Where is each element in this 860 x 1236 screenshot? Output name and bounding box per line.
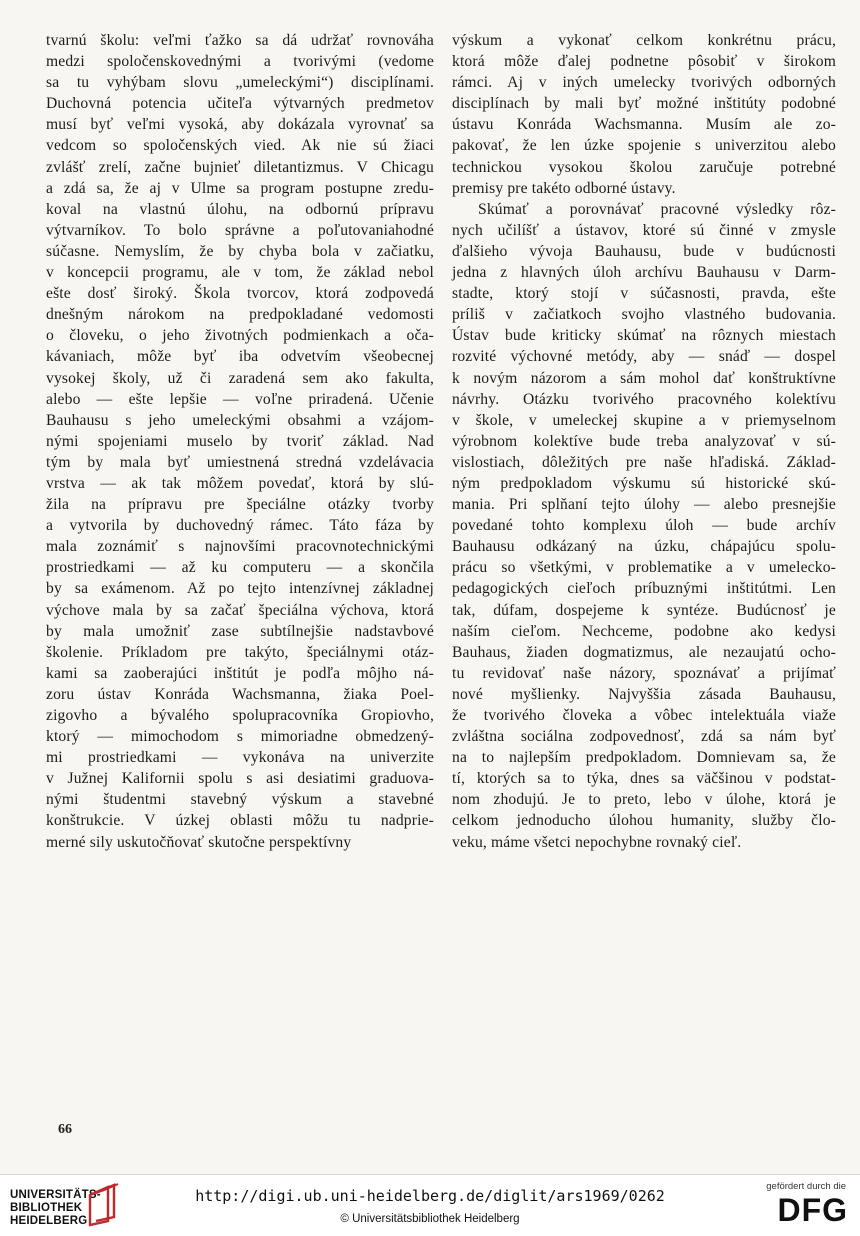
text-line: na to najlepším predpokladom. Domnievam sa, že xyxy=(452,749,836,767)
text-line: vysokej školy, už či zaradená sem ako fakulta, xyxy=(46,369,434,387)
text-line: by sa exámenom. Až po tejto intenzívnej základnej xyxy=(46,580,434,598)
text-line: ktorý — mimochodom s mimoriadne obmedzený- xyxy=(46,728,434,746)
text-line: dnešným nárokom na predpokladané vedomosti xyxy=(46,306,434,324)
right-text-column xyxy=(452,30,836,853)
text-line: sa tu vyhýbam slovu „umeleckými“) disciplínami. xyxy=(46,74,434,92)
text-line: ďalšieho vývoja Bauhausu, bude v budúcnosti xyxy=(452,242,836,260)
text-line: kávaniach, môže byť iba odvetvím všeobecnej xyxy=(46,348,434,366)
text-line: žila na prípravu pre špeciálne otázky tvorby xyxy=(46,496,434,514)
text-line: zvlášť zrelí, začne bujnieť diletantizmus. V Chicagu xyxy=(46,158,434,176)
text-line: príliš v začiatkoch svojho vlastného budovania. xyxy=(452,306,836,324)
text-line: Bauhausu s jeho umeleckými obsahmi a vzájom- xyxy=(46,411,434,429)
text-line: kami sa zaoberajúci inštitút je podľa môjho ná- xyxy=(46,664,434,682)
library-footer xyxy=(0,1174,860,1236)
text-line: o človeku, o jeho životných podmienkach a oča- xyxy=(46,327,434,345)
text-line: výchove mala by sa začať špeciálna výchova, ktorá xyxy=(46,601,434,619)
text-line: a zdá sa, že aj v Ulme sa program postupne zredu- xyxy=(46,179,434,197)
text-line: zigovho a bývalého spolupracovníka Gropiovho, xyxy=(46,707,434,724)
text-line: vislostiach, dôležitých pre naše hľadiská. Základ- xyxy=(452,453,836,471)
text-line: musí byť veľmi vysoká, aby dokázala vyrovnať sa xyxy=(46,116,434,134)
text-line: ktorá môže ďalej podnetne pôsobiť v širokom xyxy=(452,53,836,71)
text-line: premisy pre takéto odborné ústavy. xyxy=(452,179,676,197)
funding-label: gefördert durch die xyxy=(766,1181,846,1192)
text-line: Duchovná potencia učiteľa výtvarných predmetov xyxy=(46,95,434,113)
text-line: mi prostriedkami — vykonáva na univerzite xyxy=(46,749,434,767)
text-line: Bauhausu odkázaný na úzku, chápajúcu spolu- xyxy=(452,538,836,556)
text-line: naším cieľom. Nechceme, podobne ako kedysi xyxy=(452,622,836,640)
left-text-column xyxy=(46,30,434,853)
text-line: mania. Pri splňaní tejto úlohy — alebo presnejšie xyxy=(452,496,836,514)
page-number: 66 xyxy=(58,1122,72,1137)
logo-line-2: BIBLIOTHEK xyxy=(10,1202,83,1214)
text-line: tvarnú školu: veľmi ťažko sa dá udržať rovnováha xyxy=(46,32,434,49)
text-line: prostriedkami — až ku computeru — a skončila xyxy=(46,559,434,577)
text-line: tu revidovať naše názory, spoznávať a prijímať xyxy=(452,664,836,682)
text-line: ným predpokladom výskumu sú historické skú- xyxy=(452,474,836,492)
text-line: zoru ústav Konráda Wachsmanna, žiaka Poel- xyxy=(46,685,434,703)
text-line: disciplínach by mali byť možné inštitúty podobné xyxy=(452,95,836,113)
text-line: Skúmať a porovnávať pracovné výsledky rôz- xyxy=(478,200,836,218)
text-line: nými študentmi stavebný výskum a stavebné xyxy=(46,791,434,809)
text-line: mala zoznámiť s najnovšími pracovnotechnickými xyxy=(46,538,434,556)
text-line: k novým názorom a sám mohol dať konštruktívne xyxy=(452,369,836,387)
text-line: výrobnom kolektíve bude treba analyzovať v sú- xyxy=(452,432,836,450)
text-line: veku, máme všetci nepochybne rovnaký cieľ. xyxy=(452,833,742,851)
text-line: návrhy. Otázku tvorivého pracovného kolektívu xyxy=(452,390,836,408)
text-line: stadte, ktorý stojí v súčasnosti, pravda, ešte xyxy=(452,285,836,303)
text-line: a vytvorila by duchovedný rámec. Táto fáza by xyxy=(46,517,434,535)
logo-line-3: HEIDELBERG xyxy=(10,1215,88,1227)
text-line: Ústav bude kriticky skúmať na rôznych miestach xyxy=(452,327,836,345)
text-line: povedané tohto komplexu úloh — bude archív xyxy=(452,517,836,535)
text-line: v koncepcii programu, ale v tom, že základ nebol xyxy=(46,264,434,282)
text-line: tým by mala byť umiestnená stredná vzdelávacia xyxy=(46,453,434,471)
text-line: by mala umožniť zase subtílnejšie nadstavbové xyxy=(46,622,434,640)
text-line: medzi spoločenskovednými a tvorivými (vedome xyxy=(46,53,434,71)
permalink-url[interactable]: http://digi.ub.uni-heidelberg.de/diglit/ars1969/0262 xyxy=(195,1187,665,1205)
text-line: vrstva — ak tak môžem povedať, ktorá by slú- xyxy=(46,474,434,492)
text-line: alebo — ešte lepšie — voľne priradená. Učenie xyxy=(46,390,434,408)
text-line: pedagogických cieľoch príbuznými inštitútmi. Len xyxy=(452,580,836,598)
text-line: vedcom so spoločenských vied. Ak nie sú žiaci xyxy=(46,137,434,155)
text-line: tak, dúfam, dospejeme k syntéze. Budúcnosť je xyxy=(452,601,836,619)
text-line: rozvité výchovné metódy, aby — snáď — dospel xyxy=(452,348,836,366)
text-line: merné sily uskutočňovať skutočne perspektívny xyxy=(46,833,352,851)
text-line: pakovať, že len úzke spojenie s univerzitou alebo xyxy=(452,137,836,155)
text-line: že tvorivého človeka a vôbec intelektuála viaže xyxy=(452,707,836,724)
text-line: celkom jednoducho úlohou humanity, služby člo- xyxy=(452,812,836,830)
text-line: rámci. Aj v iných umelecky tvorivých odborných xyxy=(452,74,836,92)
copyright-notice: © Universitätsbibliothek Heidelberg xyxy=(340,1213,520,1225)
text-line: konštrukcie. V úzkej oblasti môžu tu nadprie- xyxy=(46,812,434,830)
text-line: výskum a vykonať celkom konkrétnu prácu, xyxy=(452,32,836,49)
dfg-logo[interactable]: DFG xyxy=(777,1192,848,1228)
text-line: technickou vysokou školou zaručuje potrebné xyxy=(452,158,836,176)
text-line: prácu so všetkými, v problematike a v umelecko- xyxy=(452,559,836,577)
text-line: koval na vlastnú úlohu, na odbornú prípravu xyxy=(46,200,434,218)
text-line: nové myšlienky. Najvyššia zásada Bauhausu, xyxy=(452,685,836,703)
text-line: nými spojeniami muselo by tvoriť základ. Nad xyxy=(46,432,434,450)
text-line: ústavu Konráda Wachsmanna. Musím ale zo- xyxy=(452,116,836,134)
text-line: ešte dosť široký. Škola tvorcov, ktorá zodpovedá xyxy=(46,285,434,303)
text-line: Bauhaus, žiaden dogmatizmus, ale nezaujatú ocho- xyxy=(452,643,836,661)
logo-line-1: UNIVERSITÄTS- xyxy=(10,1189,101,1201)
text-line: v škole, v umeleckej skupine a v priemyselnom xyxy=(452,411,836,429)
text-line: školenie. Príkladom pre takýto, špeciálnymi otáz- xyxy=(46,643,434,661)
text-line: nom zhodujú. Je to preto, lebo v úlohe, ktorá je xyxy=(452,791,836,809)
text-line: tí, ktorých sa to týka, dnes sa väčšinou v podstat- xyxy=(452,770,836,788)
text-line: súčasne. Nemyslím, že by chyba bola v začiatku, xyxy=(46,242,434,260)
text-line: jedna z hlavných úloh archívu Bauhausu v Darm- xyxy=(452,264,836,282)
text-line: výtvarníkov. To bolo správne a poľutovaniahodné xyxy=(46,221,434,239)
text-line: nych učilíšť a ústavov, ktoré sú činné v zmysle xyxy=(452,221,836,239)
text-line: v Južnej Kalifornii spolu s asi desiatimi graduova- xyxy=(46,770,434,788)
text-line: zvláštna sociálna zodpovednosť, zdá sa nám byť xyxy=(452,728,836,746)
